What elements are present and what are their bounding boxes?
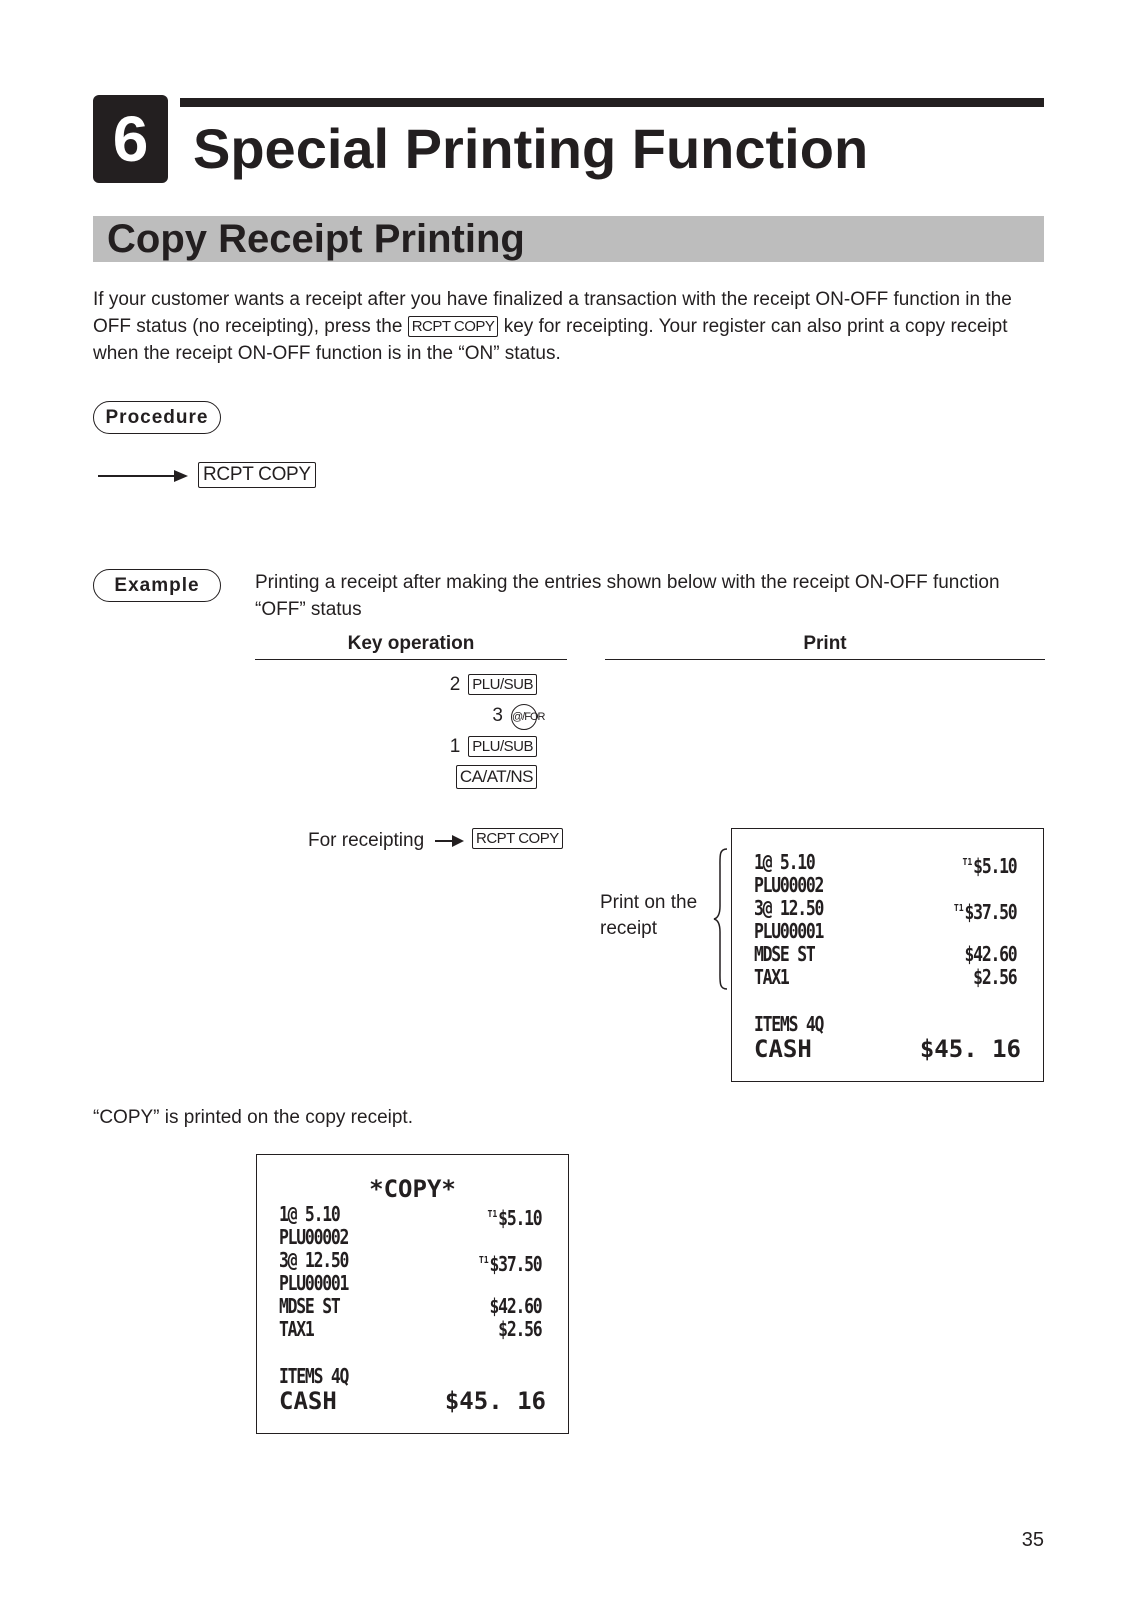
key-operation-row <box>450 734 537 760</box>
receipt-total-value: $45. 16 <box>444 1387 546 1415</box>
receipt-line-amount: $5.10 <box>973 854 1017 878</box>
receipt-line <box>754 920 1016 943</box>
receipt-line <box>754 943 1016 966</box>
receipt-line-left: MDSE ST <box>754 942 815 966</box>
receipt-total-label: CASH <box>279 1387 337 1415</box>
receipt-line <box>279 1202 542 1230</box>
chapter-number-badge: 6 <box>93 95 168 183</box>
receipt-line-left: 1@ 5.10 <box>754 850 815 874</box>
receipt-line-amount: $42.60 <box>489 1294 542 1318</box>
receipt-line-left: PLU00001 <box>279 1271 349 1295</box>
receipt-line-left: MDSE ST <box>279 1294 340 1318</box>
entry-number: 3 <box>492 705 503 726</box>
section-title: Copy Receipt Printing <box>107 217 525 261</box>
tax-tag: T1 <box>478 1255 489 1266</box>
receipt-line-left: PLU00002 <box>279 1225 349 1249</box>
section-bar <box>93 216 1044 262</box>
arrow-head-icon <box>452 835 464 847</box>
arrow-head-icon <box>174 470 188 482</box>
receipt-line-left: PLU00001 <box>754 919 824 943</box>
brace-icon <box>713 848 729 990</box>
receipt-line <box>279 1295 541 1318</box>
print-on-receipt-label: Print on the receipt <box>600 892 698 939</box>
receipt-line-amount: $42.60 <box>964 942 1017 966</box>
receipt-items-line <box>279 1365 541 1388</box>
receipt-line-left: 3@ 12.50 <box>279 1248 349 1272</box>
for-receipting-label: For receipting <box>308 830 425 851</box>
tax-tag: T1 <box>953 903 964 914</box>
entry-number: 1 <box>449 736 461 757</box>
tax-tag: T1 <box>487 1209 498 1220</box>
plu-sub-key: PLU/SUB <box>468 674 537 695</box>
receipt-line <box>279 1226 541 1249</box>
receipt-line-left: 3@ 12.50 <box>754 896 824 920</box>
rcpt-copy-key-inline: RCPT COPY <box>408 316 499 337</box>
example-description: Printing a receipt after making the entries shown below with the receipt ON-OFF function “OFF” status <box>255 572 1000 620</box>
example-label: Example <box>93 569 221 602</box>
receipt-line <box>754 874 1016 897</box>
key-operation-row <box>450 672 537 698</box>
procedure-label: Procedure <box>93 401 221 434</box>
receipt-total-line <box>754 1035 1021 1063</box>
key-operation-header: Key operation <box>255 631 567 660</box>
tax-tag: T1 <box>962 857 973 868</box>
receipt-line <box>279 1248 542 1276</box>
receipt-items-line <box>754 1013 1016 1036</box>
intro-paragraph <box>93 286 1048 367</box>
chapter-rule <box>180 98 1044 107</box>
receipt <box>731 828 1044 1082</box>
arrow-right-icon <box>98 475 178 477</box>
intro-text-2: key for receipting. Your register can also print a copy receipt when the receipt ON-OFF function is in the “ON” status. <box>93 316 1008 364</box>
plu-sub-key: PLU/SUB <box>468 736 537 757</box>
receipt-items: ITEMS 4Q <box>754 1012 824 1036</box>
receipt-total-line <box>279 1387 546 1415</box>
rcpt-copy-key: RCPT COPY <box>472 828 563 849</box>
receipt-items: ITEMS 4Q <box>279 1364 349 1388</box>
key-operation-row <box>492 703 545 730</box>
receipt-total-value: $45. 16 <box>919 1035 1021 1063</box>
receipt-line-left: TAX1 <box>754 965 789 989</box>
copy-note: “COPY” is printed on the copy receipt. <box>93 1107 413 1128</box>
procedure-rcpt-copy-key: RCPT COPY <box>198 462 316 488</box>
print-header: Print <box>605 631 1045 660</box>
receipt-line <box>754 966 1016 989</box>
copy-receipt-title: *COPY* <box>369 1175 456 1203</box>
chapter-title: Special Printing Function <box>193 117 869 180</box>
receipt-line <box>754 896 1017 924</box>
receipt-line <box>754 850 1017 878</box>
at-for-key: @/FOR <box>511 704 537 730</box>
intro-text-1: If your customer wants a receipt after you have finalized a transaction with the receipt ON-OFF function in the OFF status (no receipting), press the <box>93 289 1012 337</box>
receipt-total-label: CASH <box>754 1035 812 1063</box>
key-operation-row <box>456 765 537 791</box>
copy-receipt <box>256 1154 569 1434</box>
page-number: 35 <box>1021 1529 1044 1551</box>
ca-at-ns-key: CA/AT/NS <box>456 765 537 789</box>
receipt-line-amount: $37.50 <box>964 900 1017 924</box>
receipt-line <box>279 1272 541 1295</box>
receipt-line-amount: $2.56 <box>973 965 1017 989</box>
receipt-line-amount: $2.56 <box>498 1317 542 1341</box>
receipt-line <box>279 1318 541 1341</box>
receipt-line-left: TAX1 <box>279 1317 314 1341</box>
receipt-line-amount: $37.50 <box>489 1252 542 1276</box>
receipt-line-left: PLU00002 <box>754 873 824 897</box>
entry-number: 2 <box>449 674 461 695</box>
receipt-line-left: 1@ 5.10 <box>279 1202 340 1226</box>
receipt-line-amount: $5.10 <box>498 1206 542 1230</box>
